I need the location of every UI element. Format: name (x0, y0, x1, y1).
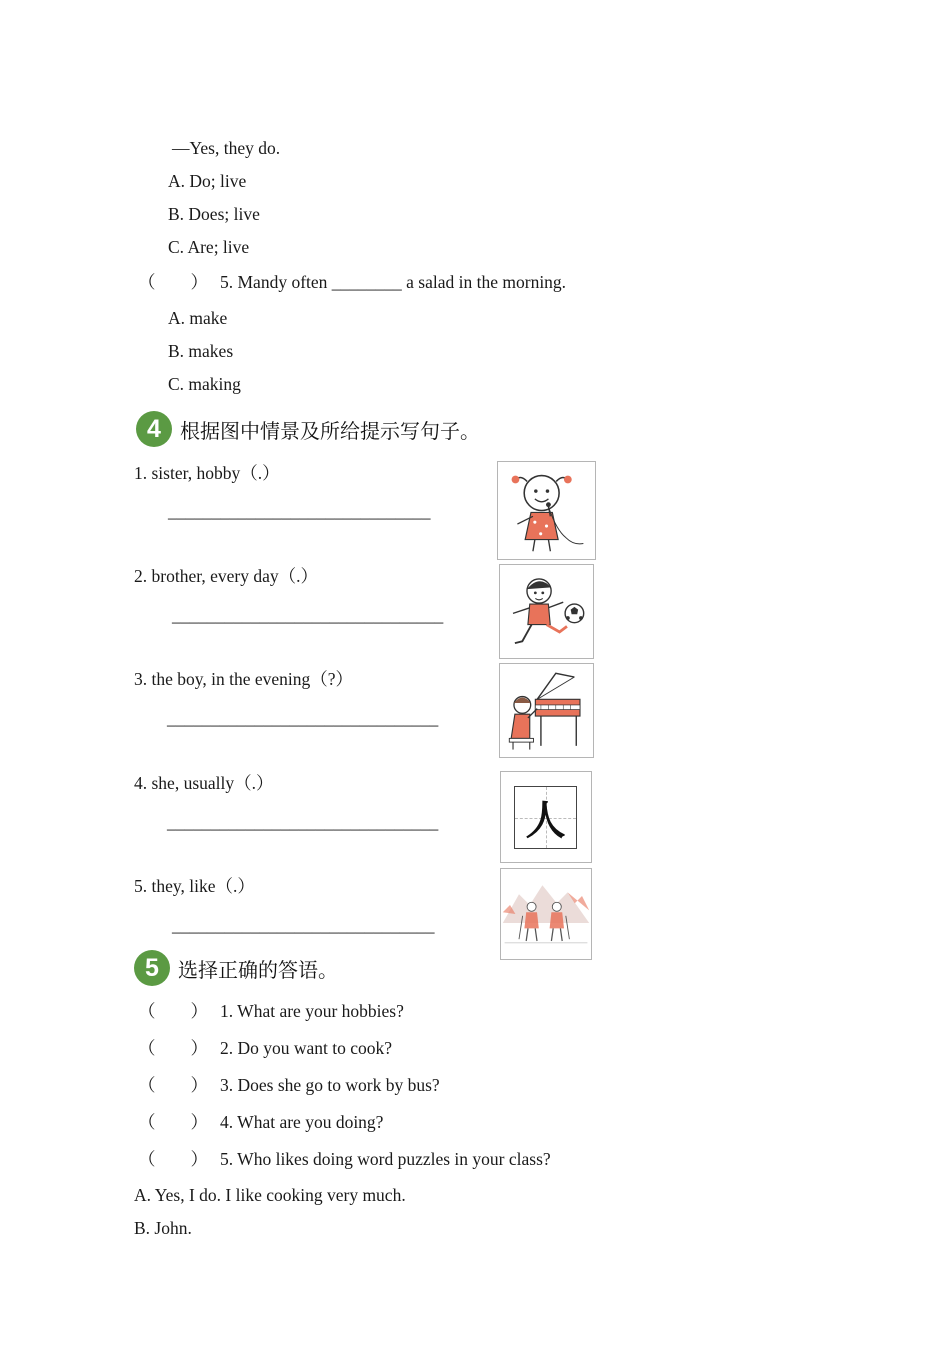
question-2: 2. Do you want to cook? (220, 1038, 393, 1058)
question-3: 3. Does she go to work by bus? (220, 1075, 440, 1095)
answer-blank-2[interactable]: _______________________________ (172, 605, 444, 625)
prompt-2: 2. brother, every day（.） (134, 566, 318, 586)
answer-paren[interactable]: （ ） (138, 272, 208, 292)
option-c: C. Are; live (168, 237, 250, 257)
question-1: 1. What are your hobbies? (220, 1001, 404, 1021)
soccer-boy-icon (499, 564, 594, 659)
answer-paren[interactable]: （ ） (138, 1038, 208, 1058)
option-b: B. Does; live (168, 204, 260, 224)
option-c: C. making (168, 374, 241, 394)
answer-paren[interactable]: （ ） (138, 1112, 208, 1132)
section-number-badge: 4 (136, 411, 172, 447)
answer-option-a: A. Yes, I do. I like cooking very much. (134, 1185, 406, 1205)
dialogue-answer-line: —Yes, they do. (172, 138, 281, 158)
answer-paren[interactable]: （ ） (138, 1001, 208, 1021)
section-title: 选择正确的答语。 (178, 957, 338, 982)
section-5-header (134, 950, 338, 986)
answer-blank-3[interactable]: _______________________________ (167, 708, 439, 728)
answer-blank-5[interactable]: ______________________________ (172, 915, 435, 935)
piano-boy-icon (499, 663, 594, 758)
prompt-4: 4. she, usually（.） (134, 773, 274, 793)
calligraphy-character: 人 (525, 798, 566, 844)
singing-girl-icon (497, 461, 596, 560)
prompt-5: 5. they, like（.） (134, 876, 255, 896)
question-5: 5. Who likes doing word puzzles in your class? (220, 1149, 551, 1169)
prompt-1: 1. sister, hobby（.） (134, 463, 280, 483)
option-a: A. make (168, 308, 228, 328)
answer-paren[interactable]: （ ） (138, 1149, 208, 1169)
option-b: B. makes (168, 341, 234, 361)
section-number-badge: 5 (134, 950, 170, 986)
answer-option-b: B. John. (134, 1218, 192, 1238)
answer-blank-1[interactable]: ______________________________ (168, 501, 431, 521)
hiking-people-icon (500, 868, 592, 960)
question-5: 5. Mandy often ________ a salad in the morning. (220, 272, 567, 292)
answer-paren[interactable]: （ ） (138, 1075, 208, 1095)
question-4: 4. What are you doing? (220, 1112, 384, 1132)
prompt-3: 3. the boy, in the evening（?） (134, 669, 354, 689)
section-title: 根据图中情景及所给提示写句子。 (180, 418, 480, 443)
section-4-header (136, 411, 480, 447)
option-a: A. Do; live (168, 171, 247, 191)
answer-blank-4[interactable]: _______________________________ (167, 812, 439, 832)
calligraphy-character-icon (500, 771, 592, 863)
